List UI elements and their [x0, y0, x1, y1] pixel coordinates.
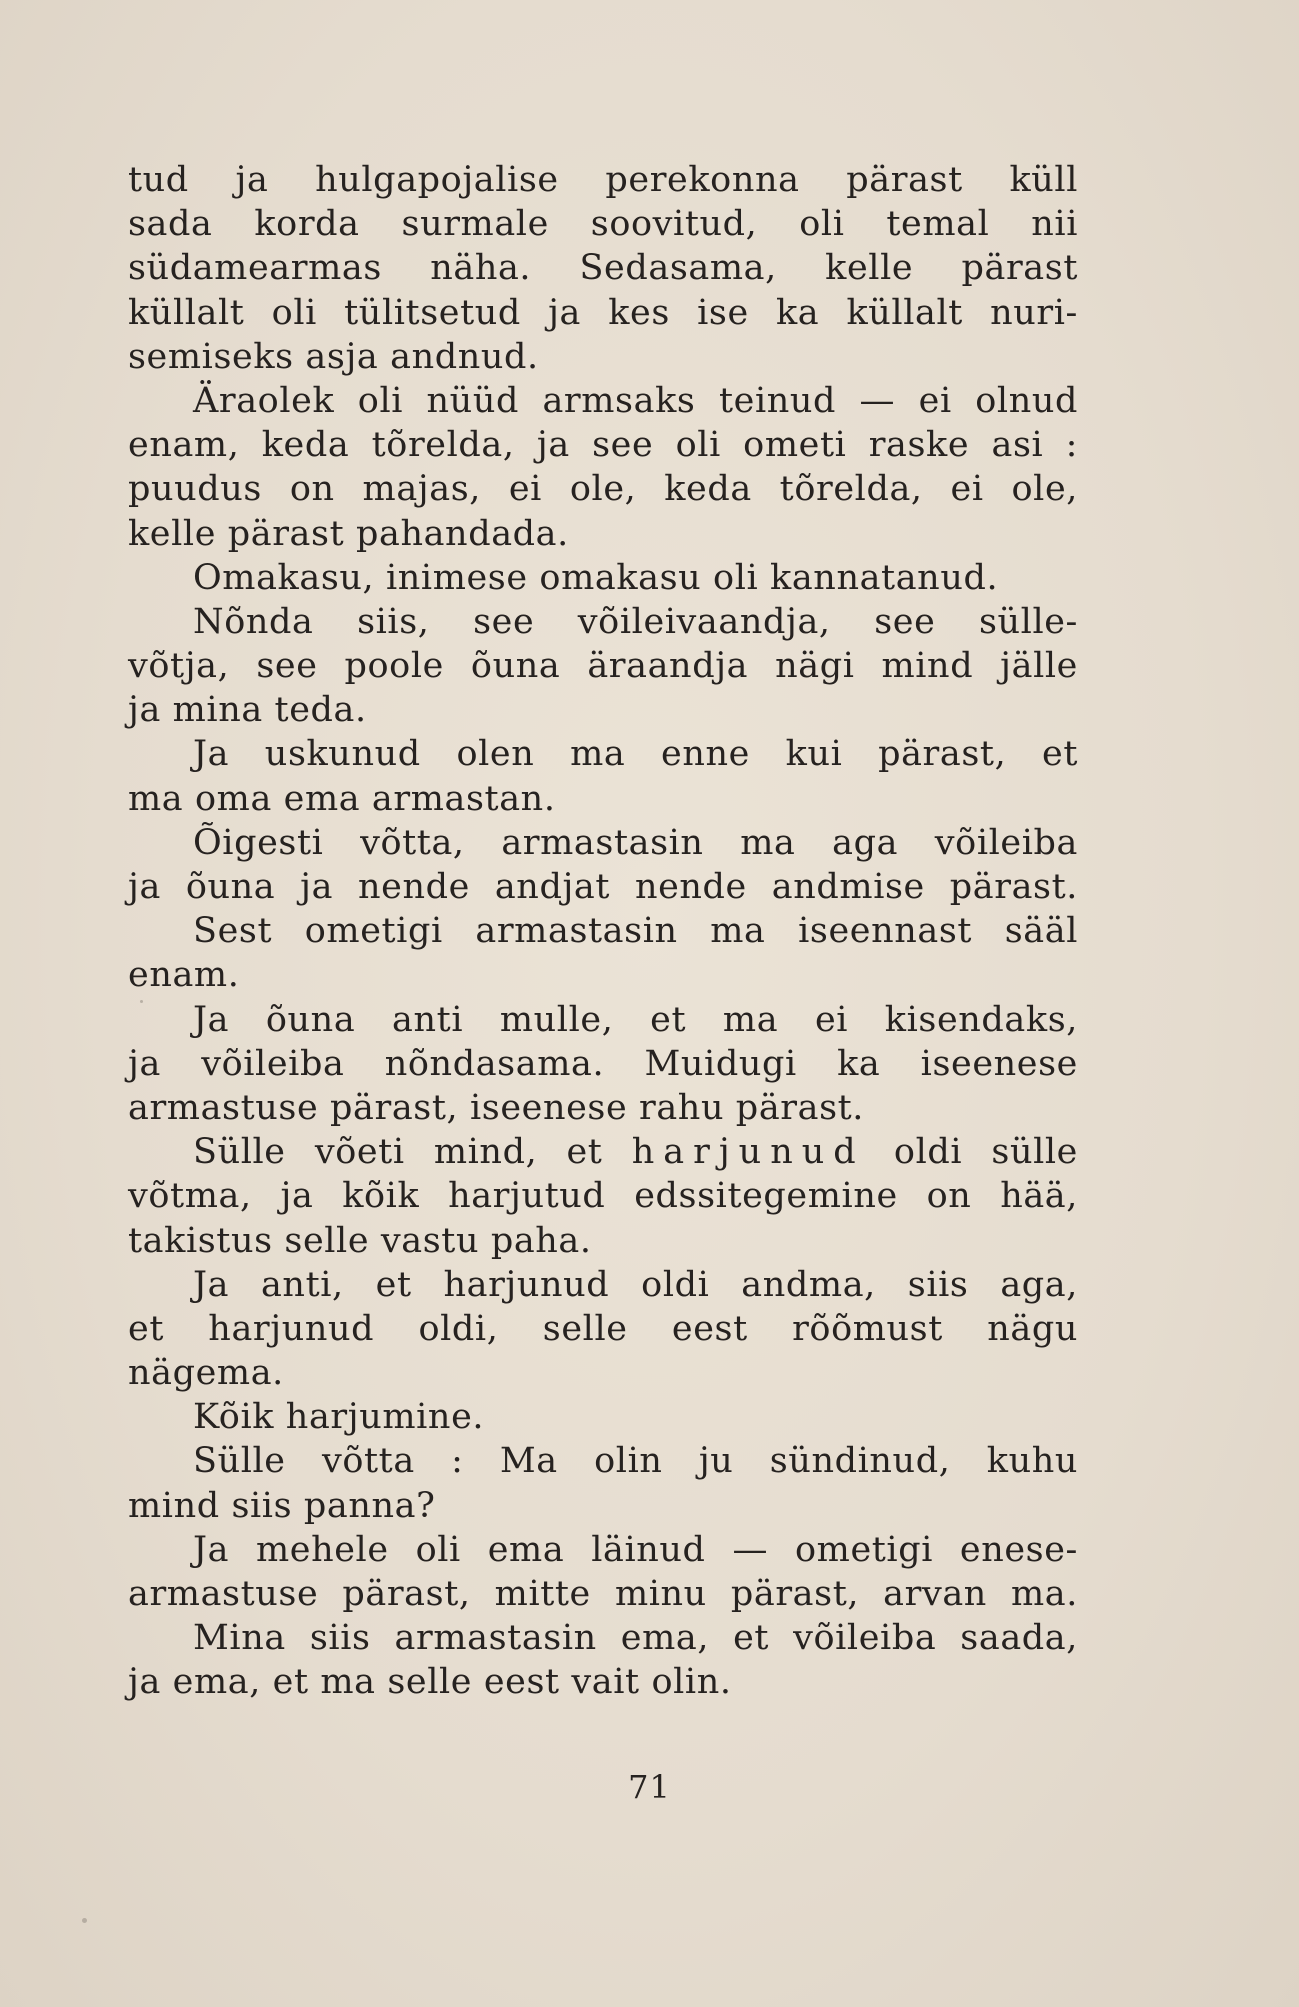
text-line: et harjunud oldi, selle eest rõõmust nägu	[128, 1308, 1078, 1349]
text-line: ja võileiba nõndasama. Muidugi ka iseenese	[128, 1043, 1078, 1084]
emphasized-word: harjunud	[631, 1132, 865, 1173]
text-line: sada korda surmale soovitud, oli temal nii	[128, 204, 1078, 245]
text-line: Äraolek oli nüüd armsaks teinud — ei olnud	[193, 380, 1078, 421]
text-line-part: oldi sülle	[893, 1132, 1078, 1173]
text-line	[128, 1130, 1078, 1174]
page-number: 71	[628, 1768, 671, 1806]
text-line: Ja õuna anti mulle, et ma ei kisendaks,	[193, 999, 1078, 1040]
text-line: Ja anti, et harjunud oldi andma, siis aga,	[193, 1264, 1078, 1305]
text-line: südamearmas näha. Sedasama, kelle pärast	[128, 248, 1078, 289]
text-line: Sülle võtta : Ma olin ju sündinud, kuhu	[193, 1441, 1078, 1482]
text-line: Ja mehele oli ema läinud — ometigi enese-	[193, 1529, 1078, 1570]
text-line: Nõnda siis, see võileivaandja, see sülle-	[193, 601, 1078, 642]
text-line-part: Sülle võeti mind, et	[193, 1132, 603, 1173]
text-line: Mina siis armastasin ema, et võileiba saada,	[193, 1618, 1078, 1659]
body-text	[128, 158, 1078, 1705]
text-line: Kõik harjumine.	[193, 1397, 485, 1438]
text-line: ja ema, et ma selle eest vait olin.	[128, 1662, 732, 1703]
text-line: armastuse pärast, iseenese rahu pärast.	[128, 1087, 865, 1128]
text-line: võtja, see poole õuna äraandja nägi mind jälle	[128, 646, 1078, 687]
text-line: võtma, ja kõik harjutud edssitegemine on hää,	[128, 1176, 1078, 1217]
paper-speck	[140, 1000, 143, 1003]
text-line: mind siis panna?	[128, 1485, 436, 1526]
text-line: enam.	[128, 955, 240, 996]
paper-speck	[82, 1918, 87, 1923]
text-line: Õigesti võtta, armastasin ma aga võileiba	[193, 822, 1078, 863]
text-line: semiseks asja andnud.	[128, 336, 539, 377]
text-line: armastuse pärast, mitte minu pärast, arvan ma.	[128, 1574, 1078, 1614]
text-line: Omakasu, inimese omakasu oli kannatanud.	[193, 557, 999, 598]
text-line: ja õuna ja nende andjat nende andmise pärast.	[128, 867, 1078, 907]
text-line: enam, keda tõrelda, ja see oli ometi raske asi :	[128, 425, 1078, 466]
text-line: Sest ometigi armastasin ma iseennast sääl	[193, 911, 1078, 952]
text-line: Ja uskunud olen ma enne kui pärast, et	[193, 734, 1078, 775]
text-line: ja mina teda.	[128, 690, 367, 731]
text-line: kelle pärast pahandada.	[128, 513, 569, 554]
text-line: tud ja hulgapojalise perekonna pärast küll	[128, 160, 1078, 200]
text-line: takistus selle vastu paha.	[128, 1220, 592, 1261]
text-line: ma oma ema armastan.	[128, 778, 556, 819]
text-line: küllalt oli tülitsetud ja kes ise ka küllalt nuri-	[128, 292, 1078, 333]
text-line: puudus on majas, ei ole, keda tõrelda, ei ole,	[128, 469, 1078, 510]
text-line: nägema.	[128, 1353, 284, 1394]
